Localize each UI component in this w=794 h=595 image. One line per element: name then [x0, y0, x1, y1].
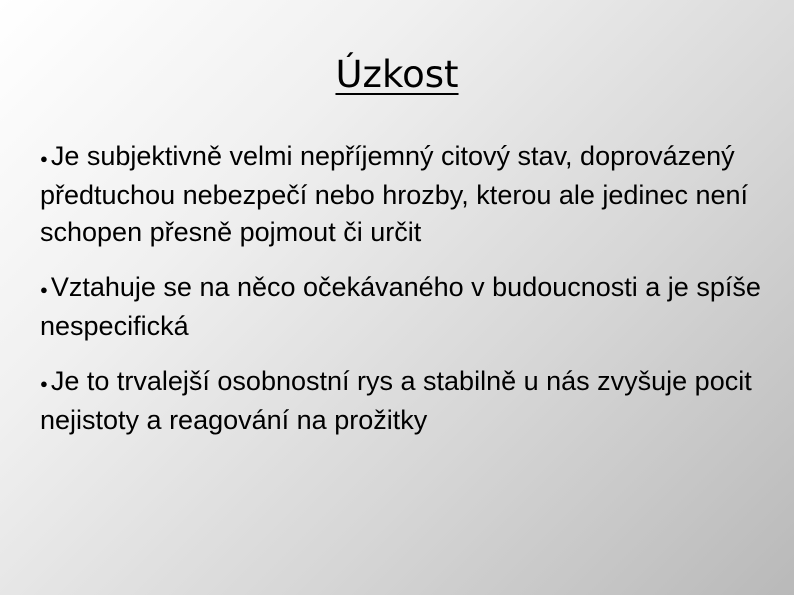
- slide-title: [0, 50, 794, 100]
- bullet-text: Je to trvalejší osobnostní rys a stabilně u nás zvyšuje pocit nejistoty a reagování na prožitky: [40, 366, 752, 435]
- bullet-item: [40, 363, 770, 439]
- bullet-text: Vztahuje se na něco očekávaného v budoucnosti a je spíše nespecifická: [40, 272, 761, 341]
- bullet-item: [40, 269, 770, 345]
- bullet-text: Je subjektivně velmi nepříjemný citový stav, doprovázený předtuchou nebezpečí nebo hrozby, kterou ale jedinec není schopen přesně pojmout či určit: [40, 141, 748, 247]
- bullet-list: [40, 138, 770, 457]
- slide-title-text: Úzkost: [335, 53, 459, 96]
- bullet-dot-icon: ●: [40, 151, 48, 166]
- bullet-dot-icon: ●: [40, 376, 48, 391]
- bullet-item: [40, 138, 770, 251]
- bullet-dot-icon: ●: [40, 282, 48, 297]
